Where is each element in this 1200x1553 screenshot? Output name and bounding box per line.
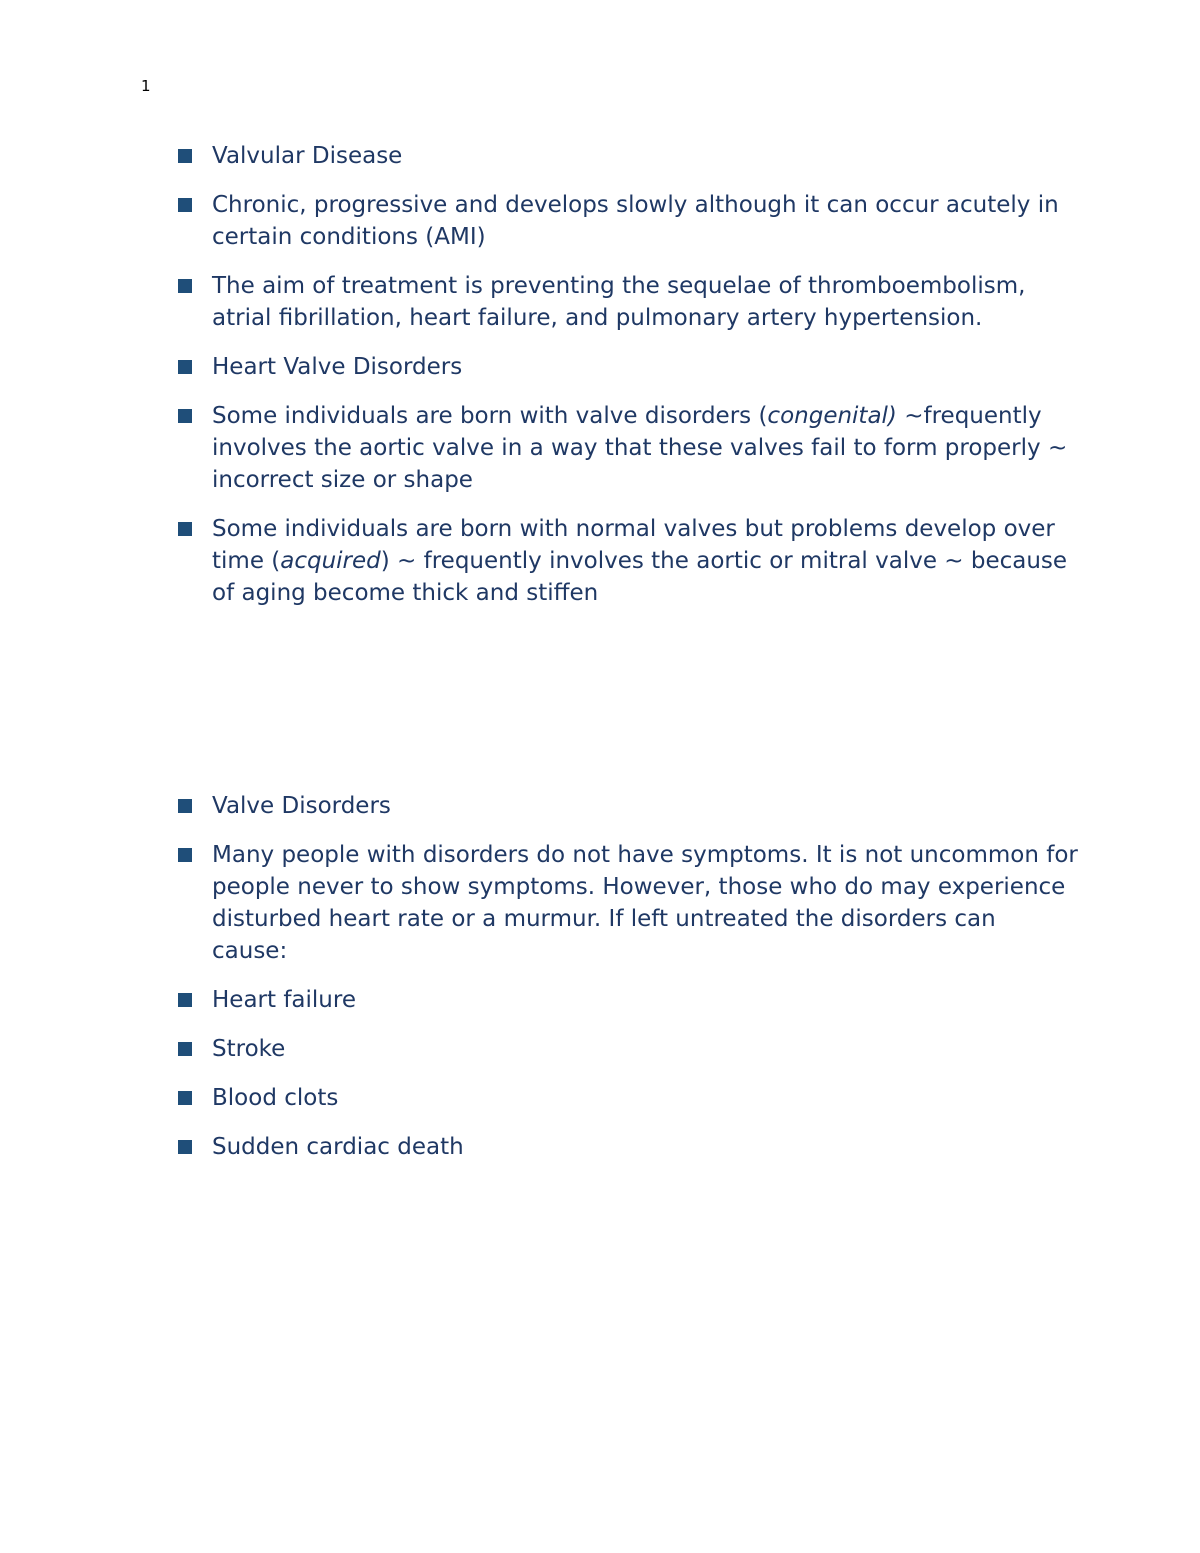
square-bullet-icon xyxy=(178,522,192,536)
list-item xyxy=(178,189,1078,253)
bullet-text: Valve Disorders xyxy=(212,793,391,819)
text-run: ~frequently involves the aortic valve in a way that these valves fail to form properly ~ incorrect size or shape xyxy=(212,403,1068,493)
bullet-text xyxy=(212,400,1078,496)
square-bullet-icon xyxy=(178,198,192,212)
bullet-text: Heart Valve Disorders xyxy=(212,354,463,380)
text-run: ) ~ frequently involves the aortic or mitral valve ~ because of aging become thick and stiffen xyxy=(212,548,1068,606)
square-bullet-icon xyxy=(178,848,192,862)
square-bullet-icon xyxy=(178,149,192,163)
square-bullet-icon xyxy=(178,279,192,293)
bullet-text: Sudden cardiac death xyxy=(212,1134,464,1160)
square-bullet-icon xyxy=(178,1042,192,1056)
bullet-list-valvular-disease xyxy=(178,140,1078,626)
square-bullet-icon xyxy=(178,1140,192,1154)
text-run: Some individuals are born with valve disorders ( xyxy=(212,403,768,429)
square-bullet-icon xyxy=(178,1091,192,1105)
list-item xyxy=(178,1082,1078,1114)
list-item xyxy=(178,984,1078,1016)
list-item xyxy=(178,270,1078,334)
bullet-text: Stroke xyxy=(212,1036,286,1062)
page-number: 1 xyxy=(141,77,151,95)
list-item xyxy=(178,790,1078,822)
bullet-text: Many people with disorders do not have symptoms. It is not uncommon for people never to show symptoms. However, those who do may experience disturbed heart rate or a murmur. If left untreated the disorders can cause: xyxy=(212,842,1078,964)
list-item xyxy=(178,1131,1078,1163)
square-bullet-icon xyxy=(178,993,192,1007)
bullet-text: The aim of treatment is preventing the sequelae of thromboembolism, atrial fibrillation, heart failure, and pulmonary artery hypertension. xyxy=(212,273,1026,331)
square-bullet-icon xyxy=(178,799,192,813)
square-bullet-icon xyxy=(178,360,192,374)
list-item xyxy=(178,839,1078,967)
emphasis-congenital: congenital) xyxy=(767,403,897,429)
list-item xyxy=(178,351,1078,383)
emphasis-acquired: acquired xyxy=(280,548,381,574)
bullet-list-valve-disorders xyxy=(178,790,1078,1180)
bullet-text xyxy=(212,513,1078,609)
bullet-text: Heart failure xyxy=(212,987,356,1013)
bullet-text: Blood clots xyxy=(212,1085,339,1111)
bullet-text: Valvular Disease xyxy=(212,143,403,169)
bullet-text: Chronic, progressive and develops slowly although it can occur acutely in certain conditions (AMI) xyxy=(212,192,1059,250)
list-item xyxy=(178,400,1078,496)
list-item xyxy=(178,1033,1078,1065)
text-run: Some individuals are born with normal valves but problems develop over time ( xyxy=(212,516,1055,574)
square-bullet-icon xyxy=(178,409,192,423)
list-item xyxy=(178,140,1078,172)
list-item xyxy=(178,513,1078,609)
